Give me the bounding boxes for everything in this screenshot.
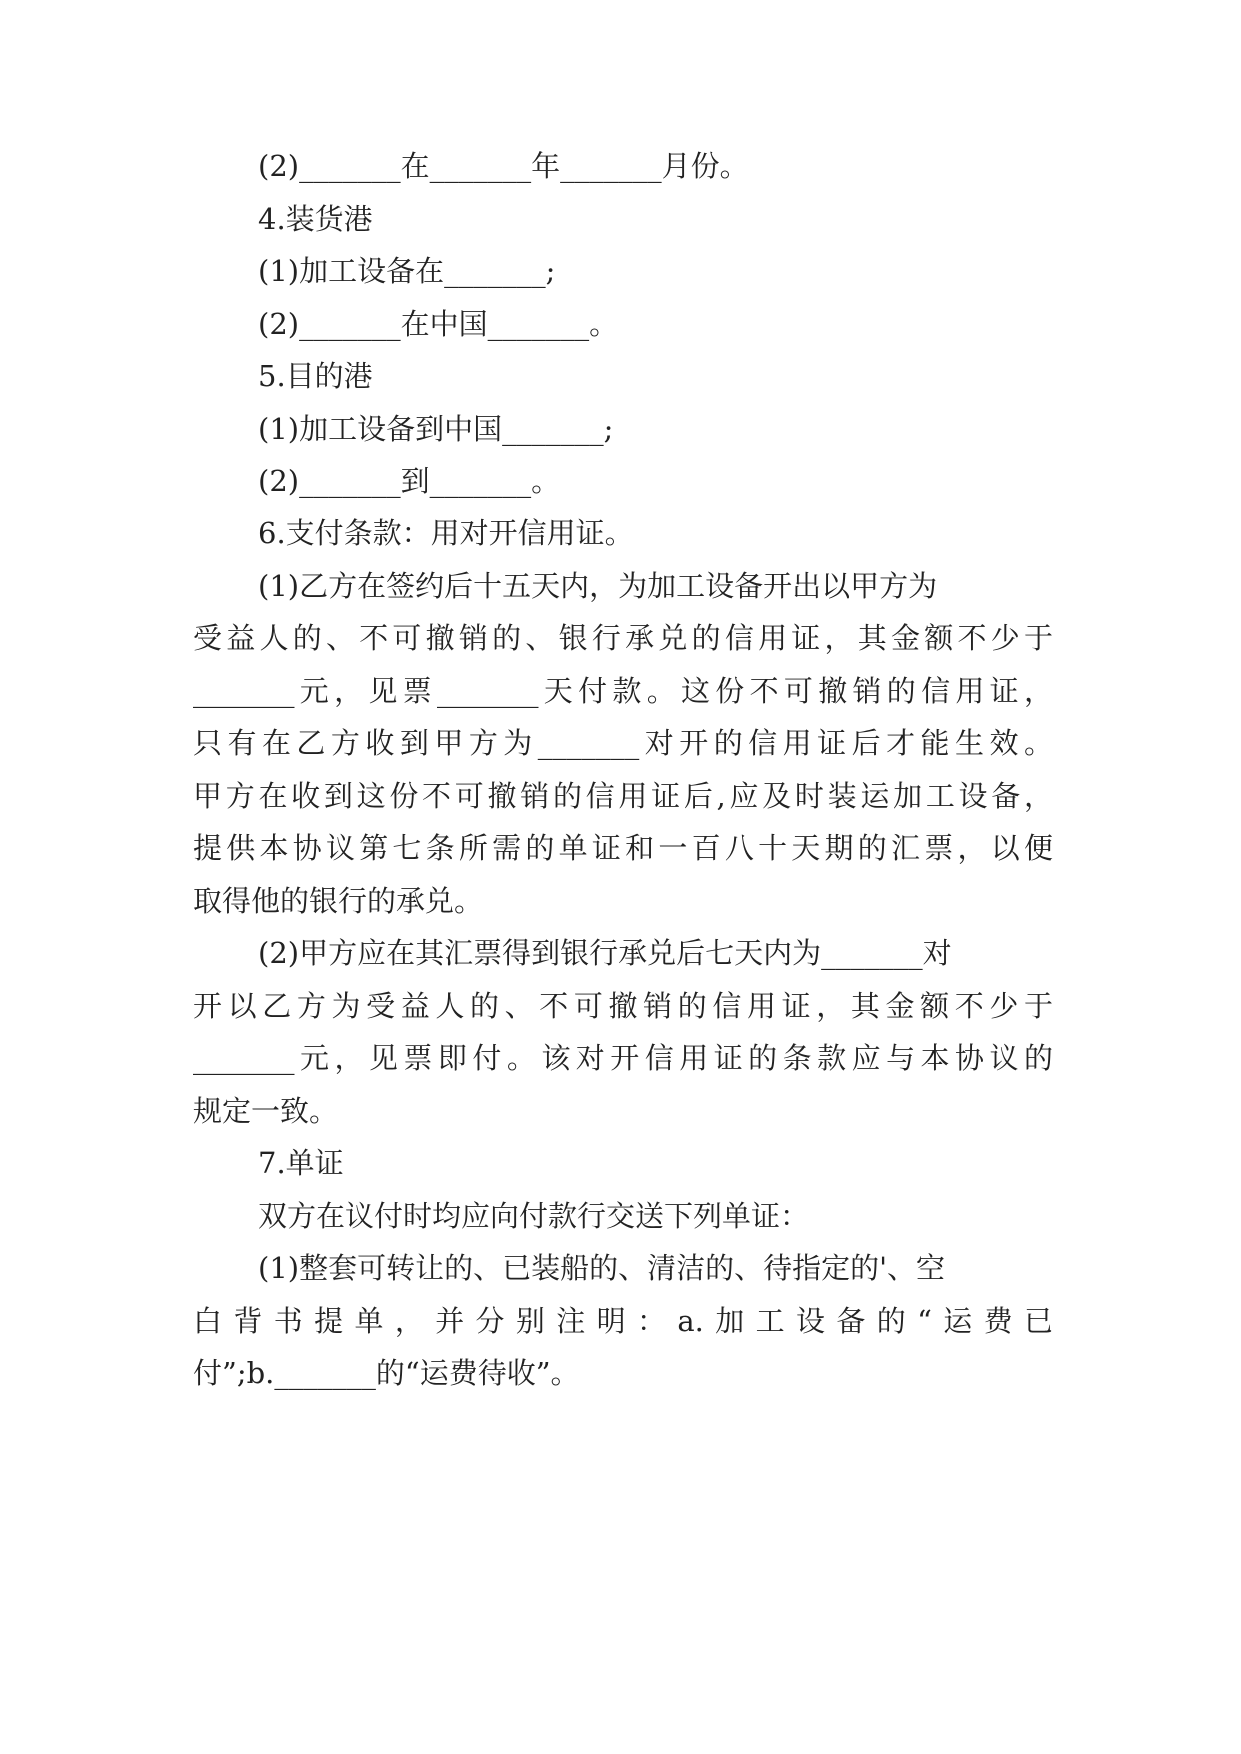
paragraph-line: 规定一致。 [193,1094,339,1128]
paragraph-line: 开以乙方为受益人的、不可撤销的信用证，其金额不少于 [193,989,1053,1023]
text-line: (2)_______到_______。 [258,464,561,498]
text-line: (1)加工设备在_______; [258,254,556,288]
paragraph-line: 甲方在收到这份不可撤销的信用证后,应及时装运加工设备， [193,779,1053,813]
section-heading-documents: 7.单证 [258,1146,344,1180]
paragraph-line: 双方在议付时均应向付款行交送下列单证： [258,1199,810,1233]
paragraph-line: _______元，见票_______天付款。这份不可撤销的信用证， [193,674,1053,708]
section-heading-payment-terms: 6.支付条款：用对开信用证。 [258,516,634,550]
paragraph-line: 只有在乙方收到甲方为_______对开的信用证后才能生效。 [193,726,1053,760]
paragraph-line: 提供本协议第七条所需的单证和一百八十天期的汇票，以便 [193,831,1053,865]
section-heading-loading-port: 4.装货港 [258,202,373,236]
paragraph-line: 白背书提单，并分别注明：a.加工设备的“运费已 [193,1304,1053,1338]
paragraph-line: (2)甲方应在其汇票得到银行承兑后七天内为_______对 [258,936,952,970]
paragraph-line: (1)整套可转让的、已装船的、清洁的、待指定的'、空 [258,1251,946,1285]
text-line: (2)_______在中国_______。 [258,307,619,341]
section-heading-destination-port: 5.目的港 [258,359,373,393]
text-line: (1)加工设备到中国_______; [258,412,614,446]
paragraph-line: 受益人的、不可撤销的、银行承兑的信用证，其金额不少于 [193,621,1053,655]
paragraph-line: 付”;b._______的“运费待收”。 [193,1356,580,1390]
paragraph-line: (1)乙方在签约后十五天内，为加工设备开出以甲方为 [258,569,938,603]
paragraph-line: _______元，见票即付。该对开信用证的条款应与本协议的 [193,1041,1053,1075]
text-line: (2)_______在_______年_______月份。 [258,149,749,183]
paragraph-line: 取得他的银行的承兑。 [193,884,484,918]
